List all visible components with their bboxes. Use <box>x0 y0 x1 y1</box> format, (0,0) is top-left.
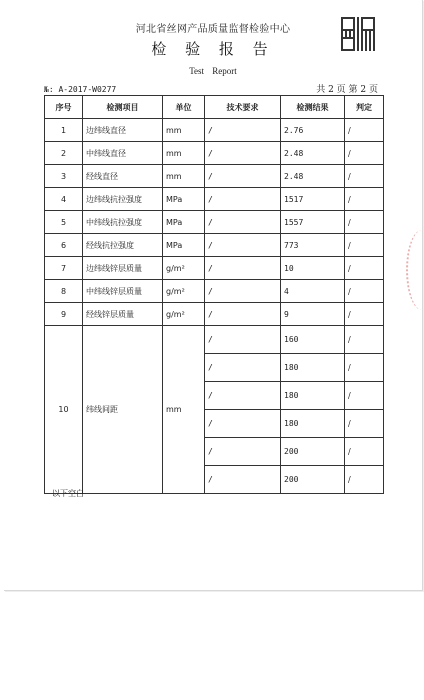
cell-no: 8 <box>45 280 83 303</box>
table-row <box>45 234 384 257</box>
cell-unit: g/m² <box>163 303 205 326</box>
table-row <box>45 188 384 211</box>
cell-result: 4 <box>281 280 345 303</box>
cell-result: 773 <box>281 234 345 257</box>
cell-item: 中纬线抗拉强度 <box>83 211 163 234</box>
report-title: 检 验 报 告 <box>151 40 275 58</box>
cell-result: 9 <box>281 303 345 326</box>
cell-item: 中纬线直径 <box>83 142 163 165</box>
cell-determination: / <box>345 119 384 142</box>
cell-result: 1557 <box>281 211 345 234</box>
cell-unit: mm <box>163 326 205 494</box>
cell-no: 10 <box>45 326 83 494</box>
cell-determination: / <box>345 303 384 326</box>
cell-unit: g/m² <box>163 257 205 280</box>
table-row <box>45 303 384 326</box>
column-header: 判定 <box>345 96 384 119</box>
report-subtitle: Test Report <box>189 66 237 76</box>
table-row <box>45 280 384 303</box>
table-row <box>45 326 384 354</box>
cell-no: 1 <box>45 119 83 142</box>
cell-requirement: / <box>205 438 281 466</box>
cell-determination: / <box>345 326 384 354</box>
cell-requirement: / <box>205 466 281 494</box>
cell-requirement: / <box>205 211 281 234</box>
cell-unit: MPa <box>163 234 205 257</box>
cell-result: 180 <box>281 410 345 438</box>
cell-no: 2 <box>45 142 83 165</box>
cell-unit: g/m² <box>163 280 205 303</box>
cell-result: 1517 <box>281 188 345 211</box>
cell-no: 7 <box>45 257 83 280</box>
cell-requirement: / <box>205 280 281 303</box>
cell-unit: MPa <box>163 211 205 234</box>
column-header: 检测项目 <box>83 96 163 119</box>
cell-unit: mm <box>163 142 205 165</box>
cell-determination: / <box>345 280 384 303</box>
cell-determination: / <box>345 188 384 211</box>
cell-determination: / <box>345 165 384 188</box>
cell-requirement: / <box>205 119 281 142</box>
cell-result: 200 <box>281 438 345 466</box>
cell-requirement: / <box>205 303 281 326</box>
report-number: №: A-2017-W0277 <box>44 85 117 94</box>
cell-item: 边纬线直径 <box>83 119 163 142</box>
cell-result: 180 <box>281 354 345 382</box>
cell-determination: / <box>345 234 384 257</box>
cell-requirement: / <box>205 326 281 354</box>
cell-requirement: / <box>205 257 281 280</box>
cell-unit: mm <box>163 119 205 142</box>
cell-result: 160 <box>281 326 345 354</box>
cell-result: 2.76 <box>281 119 345 142</box>
cell-item: 经线锌层质量 <box>83 303 163 326</box>
cell-determination: / <box>345 382 384 410</box>
cell-item: 中纬线锌层质量 <box>83 280 163 303</box>
cell-requirement: / <box>205 188 281 211</box>
cell-determination: / <box>345 354 384 382</box>
table-row <box>45 119 384 142</box>
seal-stamp-icon <box>406 230 424 310</box>
cell-item: 纬线间距 <box>83 326 163 494</box>
cell-requirement: / <box>205 410 281 438</box>
cell-determination: / <box>345 438 384 466</box>
cell-unit: mm <box>163 165 205 188</box>
cell-item: 经线直径 <box>83 165 163 188</box>
column-header: 技术要求 <box>205 96 281 119</box>
cell-requirement: / <box>205 165 281 188</box>
table-row <box>45 211 384 234</box>
cell-item: 经线抗拉强度 <box>83 234 163 257</box>
cell-result: 2.48 <box>281 165 345 188</box>
cell-result: 180 <box>281 382 345 410</box>
cell-requirement: / <box>205 354 281 382</box>
cell-determination: / <box>345 410 384 438</box>
cell-unit: MPa <box>163 188 205 211</box>
column-header: 检测结果 <box>281 96 345 119</box>
cell-item: 边纬线抗拉强度 <box>83 188 163 211</box>
cell-determination: / <box>345 257 384 280</box>
cell-result: 2.48 <box>281 142 345 165</box>
table-row <box>45 257 384 280</box>
cell-result: 200 <box>281 466 345 494</box>
report-page <box>4 0 423 591</box>
below-blank-note: 以下空白 <box>52 489 84 498</box>
cell-no: 9 <box>45 303 83 326</box>
table-header-row <box>45 96 384 119</box>
organization-name: 河北省丝网产品质量监督检验中心 <box>135 24 291 35</box>
cell-no: 4 <box>45 188 83 211</box>
cell-no: 6 <box>45 234 83 257</box>
table-row <box>45 165 384 188</box>
cell-requirement: / <box>205 382 281 410</box>
cell-determination: / <box>345 211 384 234</box>
results-table <box>44 95 384 494</box>
cell-no: 5 <box>45 211 83 234</box>
cell-determination: / <box>345 142 384 165</box>
column-header: 序号 <box>45 96 83 119</box>
cell-determination: / <box>345 466 384 494</box>
cell-item: 边纬线锌层质量 <box>83 257 163 280</box>
column-header: 单位 <box>163 96 205 119</box>
cell-requirement: / <box>205 234 281 257</box>
page-info: 共 2 页 第 2 页 <box>316 85 378 95</box>
cell-no: 3 <box>45 165 83 188</box>
table-row <box>45 142 384 165</box>
cell-requirement: / <box>205 142 281 165</box>
cell-result: 10 <box>281 257 345 280</box>
